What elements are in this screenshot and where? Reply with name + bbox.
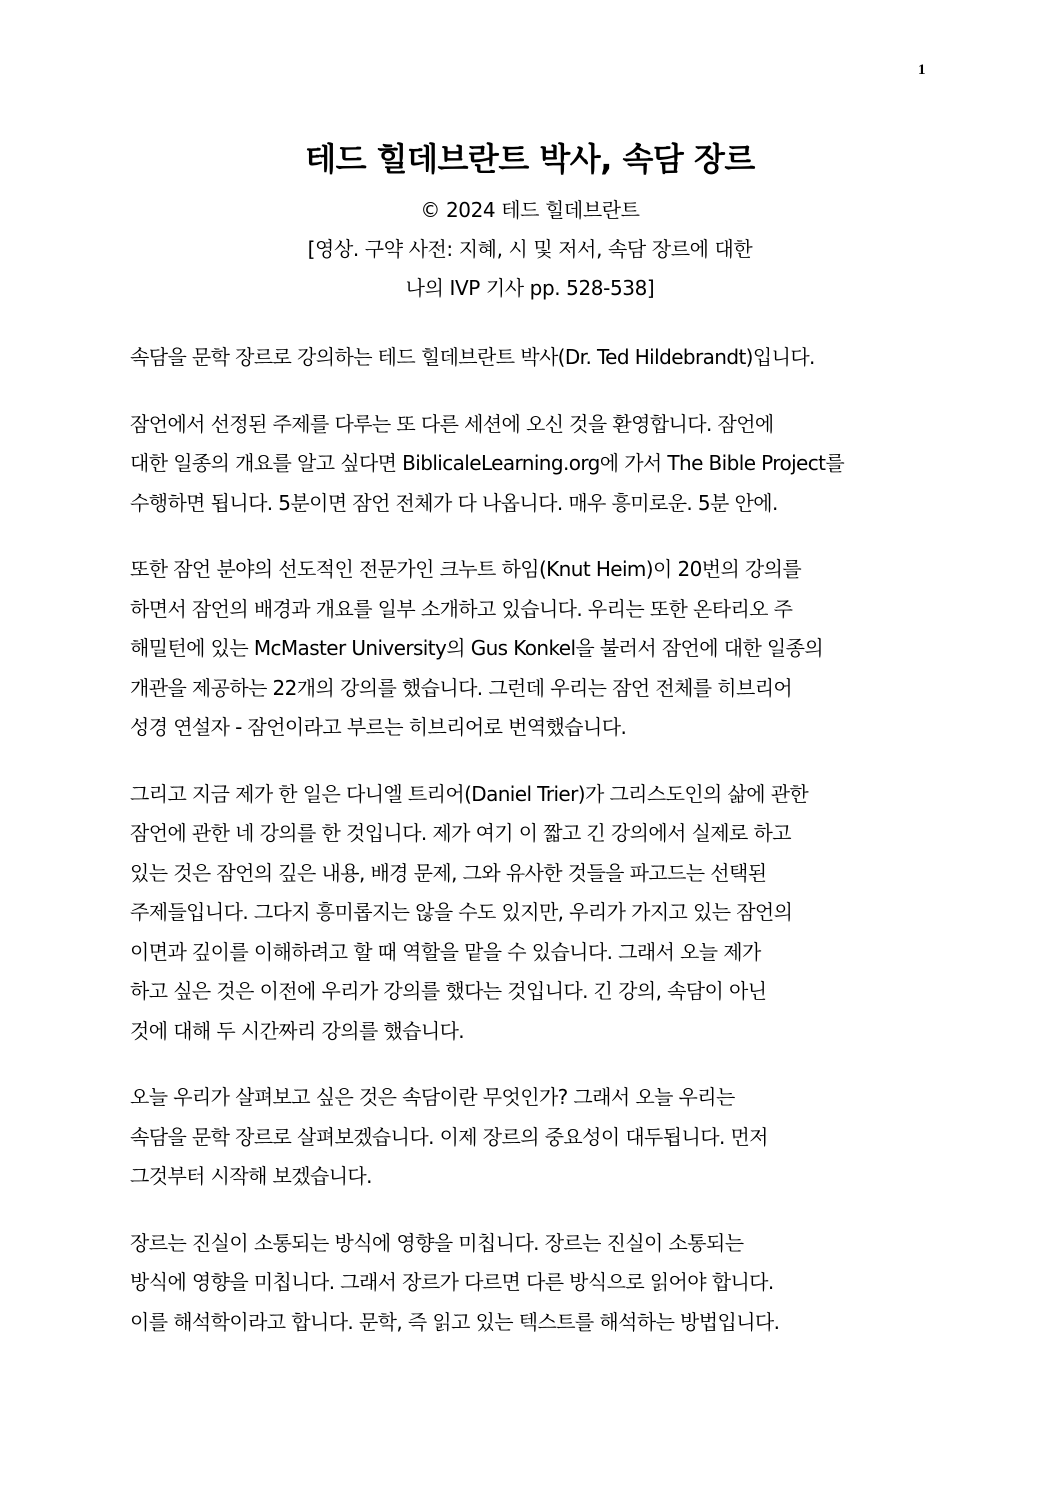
text-line: 주제들입니다. 그다지 흥미롭지는 않을 수도 있지만, 우리가 가지고 있는 잠언의 [130, 900, 793, 924]
text-line: 대한 일종의 개요를 알고 싶다면 BiblicaleLearning.org에 가서 The Bible Project를 [130, 451, 845, 475]
text-line: 오늘 우리가 살펴보고 싶은 것은 속담이란 무엇인가? 그래서 오늘 우리는 [130, 1085, 735, 1109]
text-line: 이를 해석학이라고 합니다. 문학, 즉 읽고 있는 텍스트를 해석하는 방법입니다. [130, 1309, 780, 1334]
document-body [130, 338, 930, 1369]
text-line: 하고 싶은 것은 이전에 우리가 강의를 했다는 것입니다. 긴 강의, 속담이 아닌 [130, 979, 767, 1003]
text-line: 이면과 깊이를 이해하려고 할 때 역할을 맡을 수 있습니다. 그래서 오늘 제가 [130, 939, 761, 964]
document-title: 테드 힐데브란트 박사, 속담 장르 [305, 140, 755, 178]
text-line: 있는 것은 잠언의 깊은 내용, 배경 문제, 그와 유사한 것들을 파고드는 선택된 [130, 860, 767, 885]
paragraph [130, 405, 930, 524]
copyright-line: © 2024 테드 힐데브란트 [420, 198, 640, 222]
text-line: 것에 대해 두 시간짜리 강의를 했습니다. [130, 1018, 465, 1043]
text-line: 수행하면 됩니다. 5분이면 잠언 전체가 다 나옵니다. 매우 흥미로운. 5분 안에. [130, 490, 778, 515]
text-line: 방식에 영향을 미칩니다. 그래서 장르가 다르면 다른 방식으로 읽어야 합니다. [130, 1270, 774, 1294]
paragraph [130, 1224, 930, 1343]
document-header [130, 135, 930, 308]
paragraph [130, 550, 930, 748]
page-number: 1 [918, 62, 926, 78]
source-line: 나의 IVP 기사 pp. 528-538] [405, 276, 655, 300]
paragraph [130, 1078, 930, 1197]
text-line: 잠언에서 선정된 주제를 다루는 또 다른 세션에 오신 것을 환영합니다. 잠언에 [130, 411, 774, 436]
text-line: 속담을 문학 장르로 살펴보겠습니다. 이제 장르의 중요성이 대두됩니다. 먼저 [130, 1124, 768, 1149]
text-line: 그것부터 시작해 보겠습니다. [130, 1164, 372, 1188]
text-line: 개관을 제공하는 22개의 강의를 했습니다. 그런데 우리는 잠언 전체를 히브리어 [130, 675, 793, 700]
text-line: 또한 잠언 분야의 선도적인 전문가인 크누트 하임(Knut Heim)이 20번의 강의를 [130, 557, 802, 581]
source-line: [영상. 구약 사전: 지혜, 시 및 저서, 속담 장르에 대한 [307, 237, 753, 261]
text-line: 장르는 진실이 소통되는 방식에 영향을 미칩니다. 장르는 진실이 소통되는 [130, 1230, 744, 1255]
paragraph [130, 775, 930, 1052]
text-line: 속담을 문학 장르로 강의하는 테드 힐데브란트 박사(Dr. Ted Hildebrandt)입니다. [130, 345, 815, 369]
text-line: 하면서 잠언의 배경과 개요를 일부 소개하고 있습니다. 우리는 또한 온타리오 주 [130, 596, 793, 621]
text-line: 잠언에 관한 네 강의를 한 것입니다. 제가 여기 이 짧고 긴 강의에서 실제로 하고 [130, 821, 791, 845]
text-line: 그리고 지금 제가 한 일은 다니엘 트리어(Daniel Trier)가 그리스도인의 삶에 관한 [130, 781, 809, 806]
paragraph [130, 338, 930, 378]
text-line: 성경 연설자 - 잠언이라고 부르는 히브리어로 번역했습니다. [130, 715, 627, 739]
text-line: 해밀턴에 있는 McMaster University의 Gus Konkel을 불러서 잠언에 대한 일종의 [130, 636, 824, 660]
